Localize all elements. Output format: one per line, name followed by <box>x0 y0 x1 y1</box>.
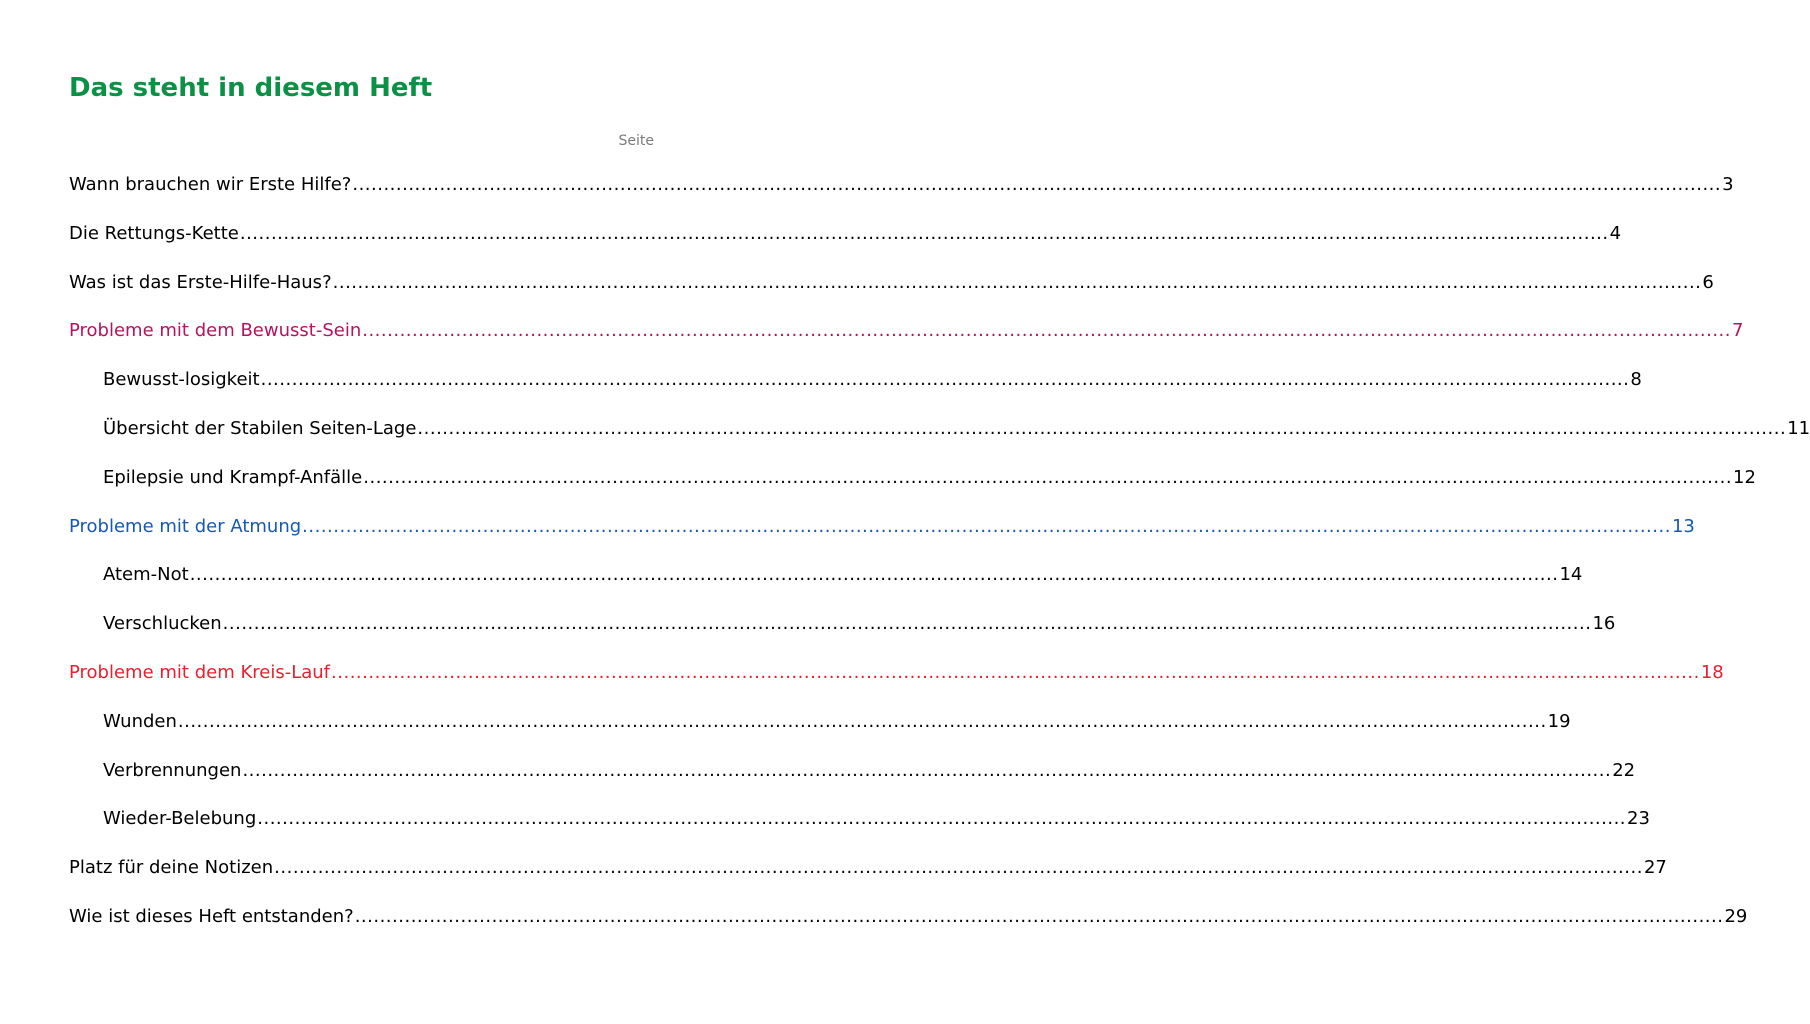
toc-entry-label: Wieder-Belebung <box>103 808 257 829</box>
toc-entry[interactable] <box>69 904 1748 930</box>
toc-dot-leader: ............................................................................................................................................................................................................................ <box>362 320 1732 341</box>
toc-entry-page: 18 <box>1700 662 1724 683</box>
toc-entry-label: Atem-Not <box>103 564 189 585</box>
toc-entry-label: Wann brauchen wir Erste Hilfe? <box>69 174 352 195</box>
toc-entry[interactable] <box>69 318 1744 344</box>
toc-dot-leader: ............................................................................................................................................................................................................................ <box>242 760 1612 781</box>
toc-dot-leader: ............................................................................................................................................................................................................................ <box>257 808 1627 829</box>
toc-entry[interactable] <box>69 172 1734 198</box>
toc-entry[interactable] <box>103 562 1583 588</box>
toc-entry-page: 8 <box>1630 369 1642 390</box>
toc-entry-label: Probleme mit der Atmung <box>69 516 302 537</box>
toc-dot-leader: ............................................................................................................................................................................................................................ <box>354 906 1724 927</box>
toc-entry-label: Verschlucken <box>103 613 222 634</box>
toc-entry[interactable] <box>69 855 1667 881</box>
toc-entry[interactable] <box>69 514 1695 540</box>
toc-dot-leader: ............................................................................................................................................................................................................................ <box>363 467 1733 488</box>
toc-entry-page: 19 <box>1547 711 1571 732</box>
toc-entry[interactable] <box>69 221 1622 247</box>
toc-entry[interactable] <box>103 709 1571 735</box>
toc-entry[interactable] <box>103 465 1756 491</box>
toc-dot-leader: ............................................................................................................................................................................................................................ <box>222 613 1592 634</box>
toc-dot-leader: ............................................................................................................................................................................................................................ <box>331 662 1700 683</box>
toc-entry-label: Probleme mit dem Bewusst-Sein <box>69 320 362 341</box>
toc-dot-leader: ............................................................................................................................................................................................................................ <box>332 272 1702 293</box>
toc-entry-page: 11 <box>1787 418 1810 439</box>
toc-entry-page: 22 <box>1612 760 1636 781</box>
toc-entry-label: Epilepsie und Krampf-Anfälle <box>103 467 363 488</box>
toc-entry[interactable] <box>103 367 1642 393</box>
toc-entry-label: Wie ist dieses Heft entstanden? <box>69 906 354 927</box>
toc-dot-leader: ............................................................................................................................................................................................................................ <box>260 369 1630 390</box>
toc-entry-page: 4 <box>1609 223 1622 244</box>
toc-entry-page: 16 <box>1592 613 1616 634</box>
toc-dot-leader: ............................................................................................................................................................................................................................ <box>417 418 1787 439</box>
toc-entry-page: 27 <box>1643 857 1667 878</box>
toc-entry[interactable] <box>103 758 1636 784</box>
toc-entry-page: 14 <box>1559 564 1583 585</box>
toc-entry[interactable] <box>69 270 1714 296</box>
page-column-label: Seite <box>618 133 654 149</box>
toc-entry[interactable] <box>103 806 1650 832</box>
page-title: Das steht in diesem Heft <box>69 73 433 103</box>
toc-entry-page: 3 <box>1722 174 1734 195</box>
toc-dot-leader: ............................................................................................................................................................................................................................ <box>352 174 1722 195</box>
toc-entry[interactable] <box>69 660 1724 686</box>
toc-dot-leader: ............................................................................................................................................................................................................................ <box>189 564 1559 585</box>
toc-dot-leader: ............................................................................................................................................................................................................................ <box>274 857 1643 878</box>
toc-entry-label: Probleme mit dem Kreis-Lauf <box>69 662 331 683</box>
toc-entry-page: 7 <box>1732 320 1744 341</box>
toc-entry-label: Die Rettungs-Kette <box>69 223 239 244</box>
toc-entry-page: 13 <box>1671 516 1695 537</box>
toc-entry[interactable] <box>103 611 1616 637</box>
toc-entry-label: Platz für deine Notizen <box>69 857 274 878</box>
toc-dot-leader: ............................................................................................................................................................................................................................ <box>239 223 1609 244</box>
toc-entry-label: Bewusst-losigkeit <box>103 369 260 390</box>
toc-entry-label: Verbrennungen <box>103 760 242 781</box>
toc-entry-page: 12 <box>1733 467 1756 488</box>
toc-dot-leader: ............................................................................................................................................................................................................................ <box>177 711 1547 732</box>
toc-entry-page: 23 <box>1627 808 1650 829</box>
toc-entry-label: Wunden <box>103 711 177 732</box>
toc-entry-label: Übersicht der Stabilen Seiten-Lage <box>103 418 417 439</box>
toc-entry-page: 6 <box>1702 272 1714 293</box>
toc-entry-label: Was ist das Erste-Hilfe-Haus? <box>69 272 332 293</box>
toc-entry-page: 29 <box>1724 906 1748 927</box>
toc-entry[interactable] <box>103 416 1810 442</box>
toc-dot-leader: ............................................................................................................................................................................................................................ <box>302 516 1671 537</box>
